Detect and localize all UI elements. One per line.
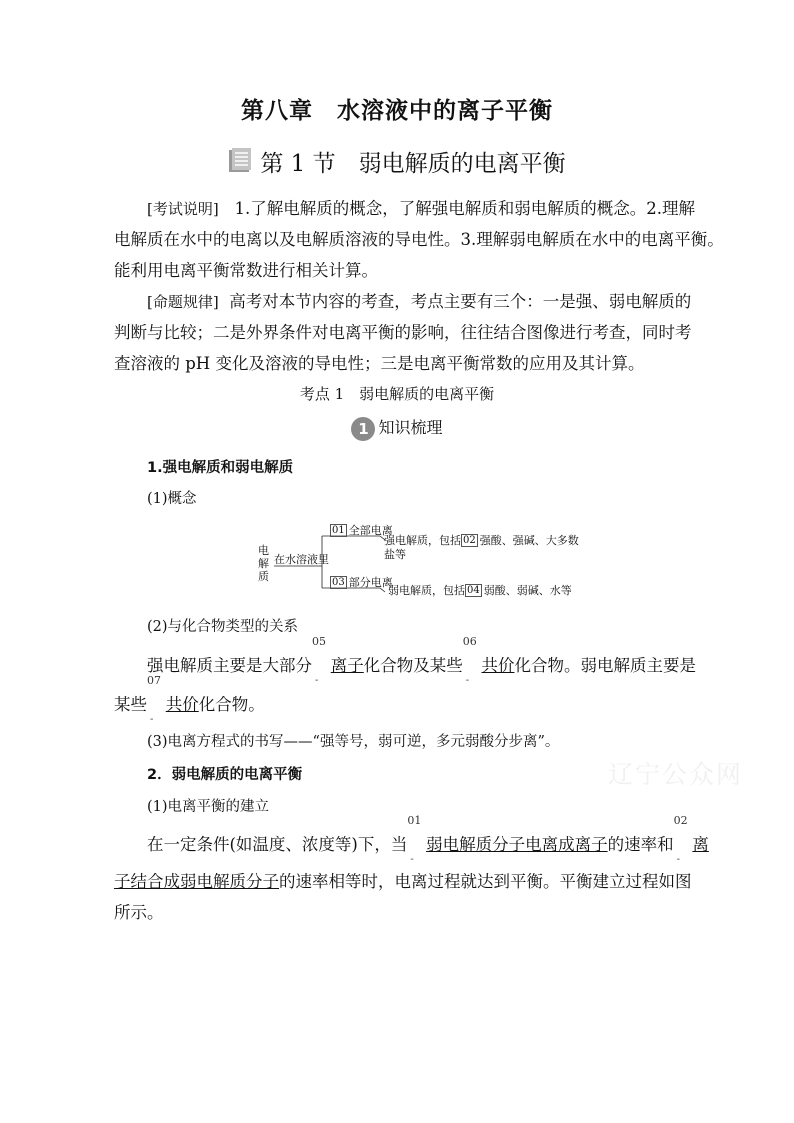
- diagram-bottom-branch: 03 部分电离: [332, 576, 393, 589]
- fill-blank: 07 共价 -: [147, 674, 199, 725]
- answer-number-badge: 04: [467, 585, 480, 596]
- section-1-heading: 1.强电解质和弱电解质: [147, 460, 294, 476]
- answer-number-badge: 02: [463, 535, 476, 546]
- equilibrium-line1: 在一定条件(如温度、浓度等)下，当 01 弱电解质分子电离成离子 - 的速率和 02 离 -: [147, 814, 709, 865]
- diagram-bottom-text: 弱电解质，包括 04 弱酸、弱碱、水等: [388, 584, 572, 597]
- diagram-top-text-line2: 盐等: [384, 548, 406, 561]
- establishment-heading: (1)电离平衡的建立: [147, 799, 270, 815]
- exam-note-line2: 电解质在水中的电离以及电解质溶液的导电性。3.理解弱电解质在水中的电离平衡。: [114, 230, 724, 249]
- section-title: 第 1 节 弱电解质的电离平衡: [260, 151, 566, 177]
- concept-heading: (1)概念: [147, 491, 197, 507]
- diagram-root: 电解质: [258, 544, 269, 583]
- knowledge-label: 知识梳理: [378, 418, 443, 437]
- diagram-top-text: 强电解质，包括 02 强酸、强碱、大多数: [384, 534, 579, 547]
- rule-note-line3: 查溶液的 pH 变化及溶液的导电性；三是电离平衡常数的应用及其计算。: [114, 354, 645, 373]
- rule-note-tag: [命题规律]: [147, 293, 219, 311]
- diagram-mid: 在水溶液里: [274, 553, 329, 566]
- relation-line2: 某些 07 共价 - 化合物。: [114, 674, 265, 725]
- relation-heading: (2)与化合物类型的关系: [147, 619, 299, 635]
- knowledge-heading: [0, 415, 794, 441]
- fill-blank: 01 弱电解质分子电离成离子 -: [407, 814, 608, 865]
- section-2-heading: 2．弱电解质的电离平衡: [147, 767, 303, 783]
- chapter-title: 第八章 水溶液中的离子平衡: [241, 98, 553, 124]
- rule-note-line2: 判断与比较；二是外界条件对电离平衡的影响，往往结合图像进行考查，同时考: [114, 323, 692, 342]
- concept-diagram: [252, 518, 582, 598]
- exam-note-line3: 能利用电离平衡常数进行相关计算。: [114, 261, 378, 280]
- answer-number-badge: 01: [332, 525, 345, 536]
- exam-note-tag: [考试说明]: [147, 200, 219, 218]
- kaodian-title: 考点 1 弱电解质的电离平衡: [299, 385, 495, 403]
- rule-note-line1: [命题规律] 高考对本节内容的考查，考点主要有三个：一是强、弱电解质的: [147, 292, 692, 311]
- fill-blank: 05 离子 -: [312, 635, 364, 686]
- equilibrium-line3: 所示。: [114, 903, 164, 922]
- writing-rule: (3)电离方程式的书写——“强等号，弱可逆，多元弱酸分步离”。: [147, 734, 560, 750]
- section-title-row: [0, 145, 794, 180]
- fill-blank: 02 离 -: [673, 814, 709, 865]
- number-one-icon: 1: [351, 417, 375, 441]
- answer-number-badge: 03: [332, 577, 345, 588]
- book-icon: [228, 148, 252, 180]
- equilibrium-line2: 子结合成弱电解质分子的速率相等时，电离过程就达到平衡。平衡建立过程如图: [114, 872, 692, 891]
- exam-note-line1: [考试说明] 1.了解电解质的概念，了解强电解质和弱电解质的概念。2.理解: [147, 199, 695, 218]
- relation-line1: 强电解质主要是大部分 05 离子 - 化合物及某些 06 共价 - 化合物。弱电解质主要是: [147, 635, 696, 686]
- watermark: 辽宁公众网: [608, 760, 744, 789]
- fill-blank: 06 共价 -: [462, 635, 515, 686]
- diagram-top-branch: 01 全部电离: [332, 524, 393, 537]
